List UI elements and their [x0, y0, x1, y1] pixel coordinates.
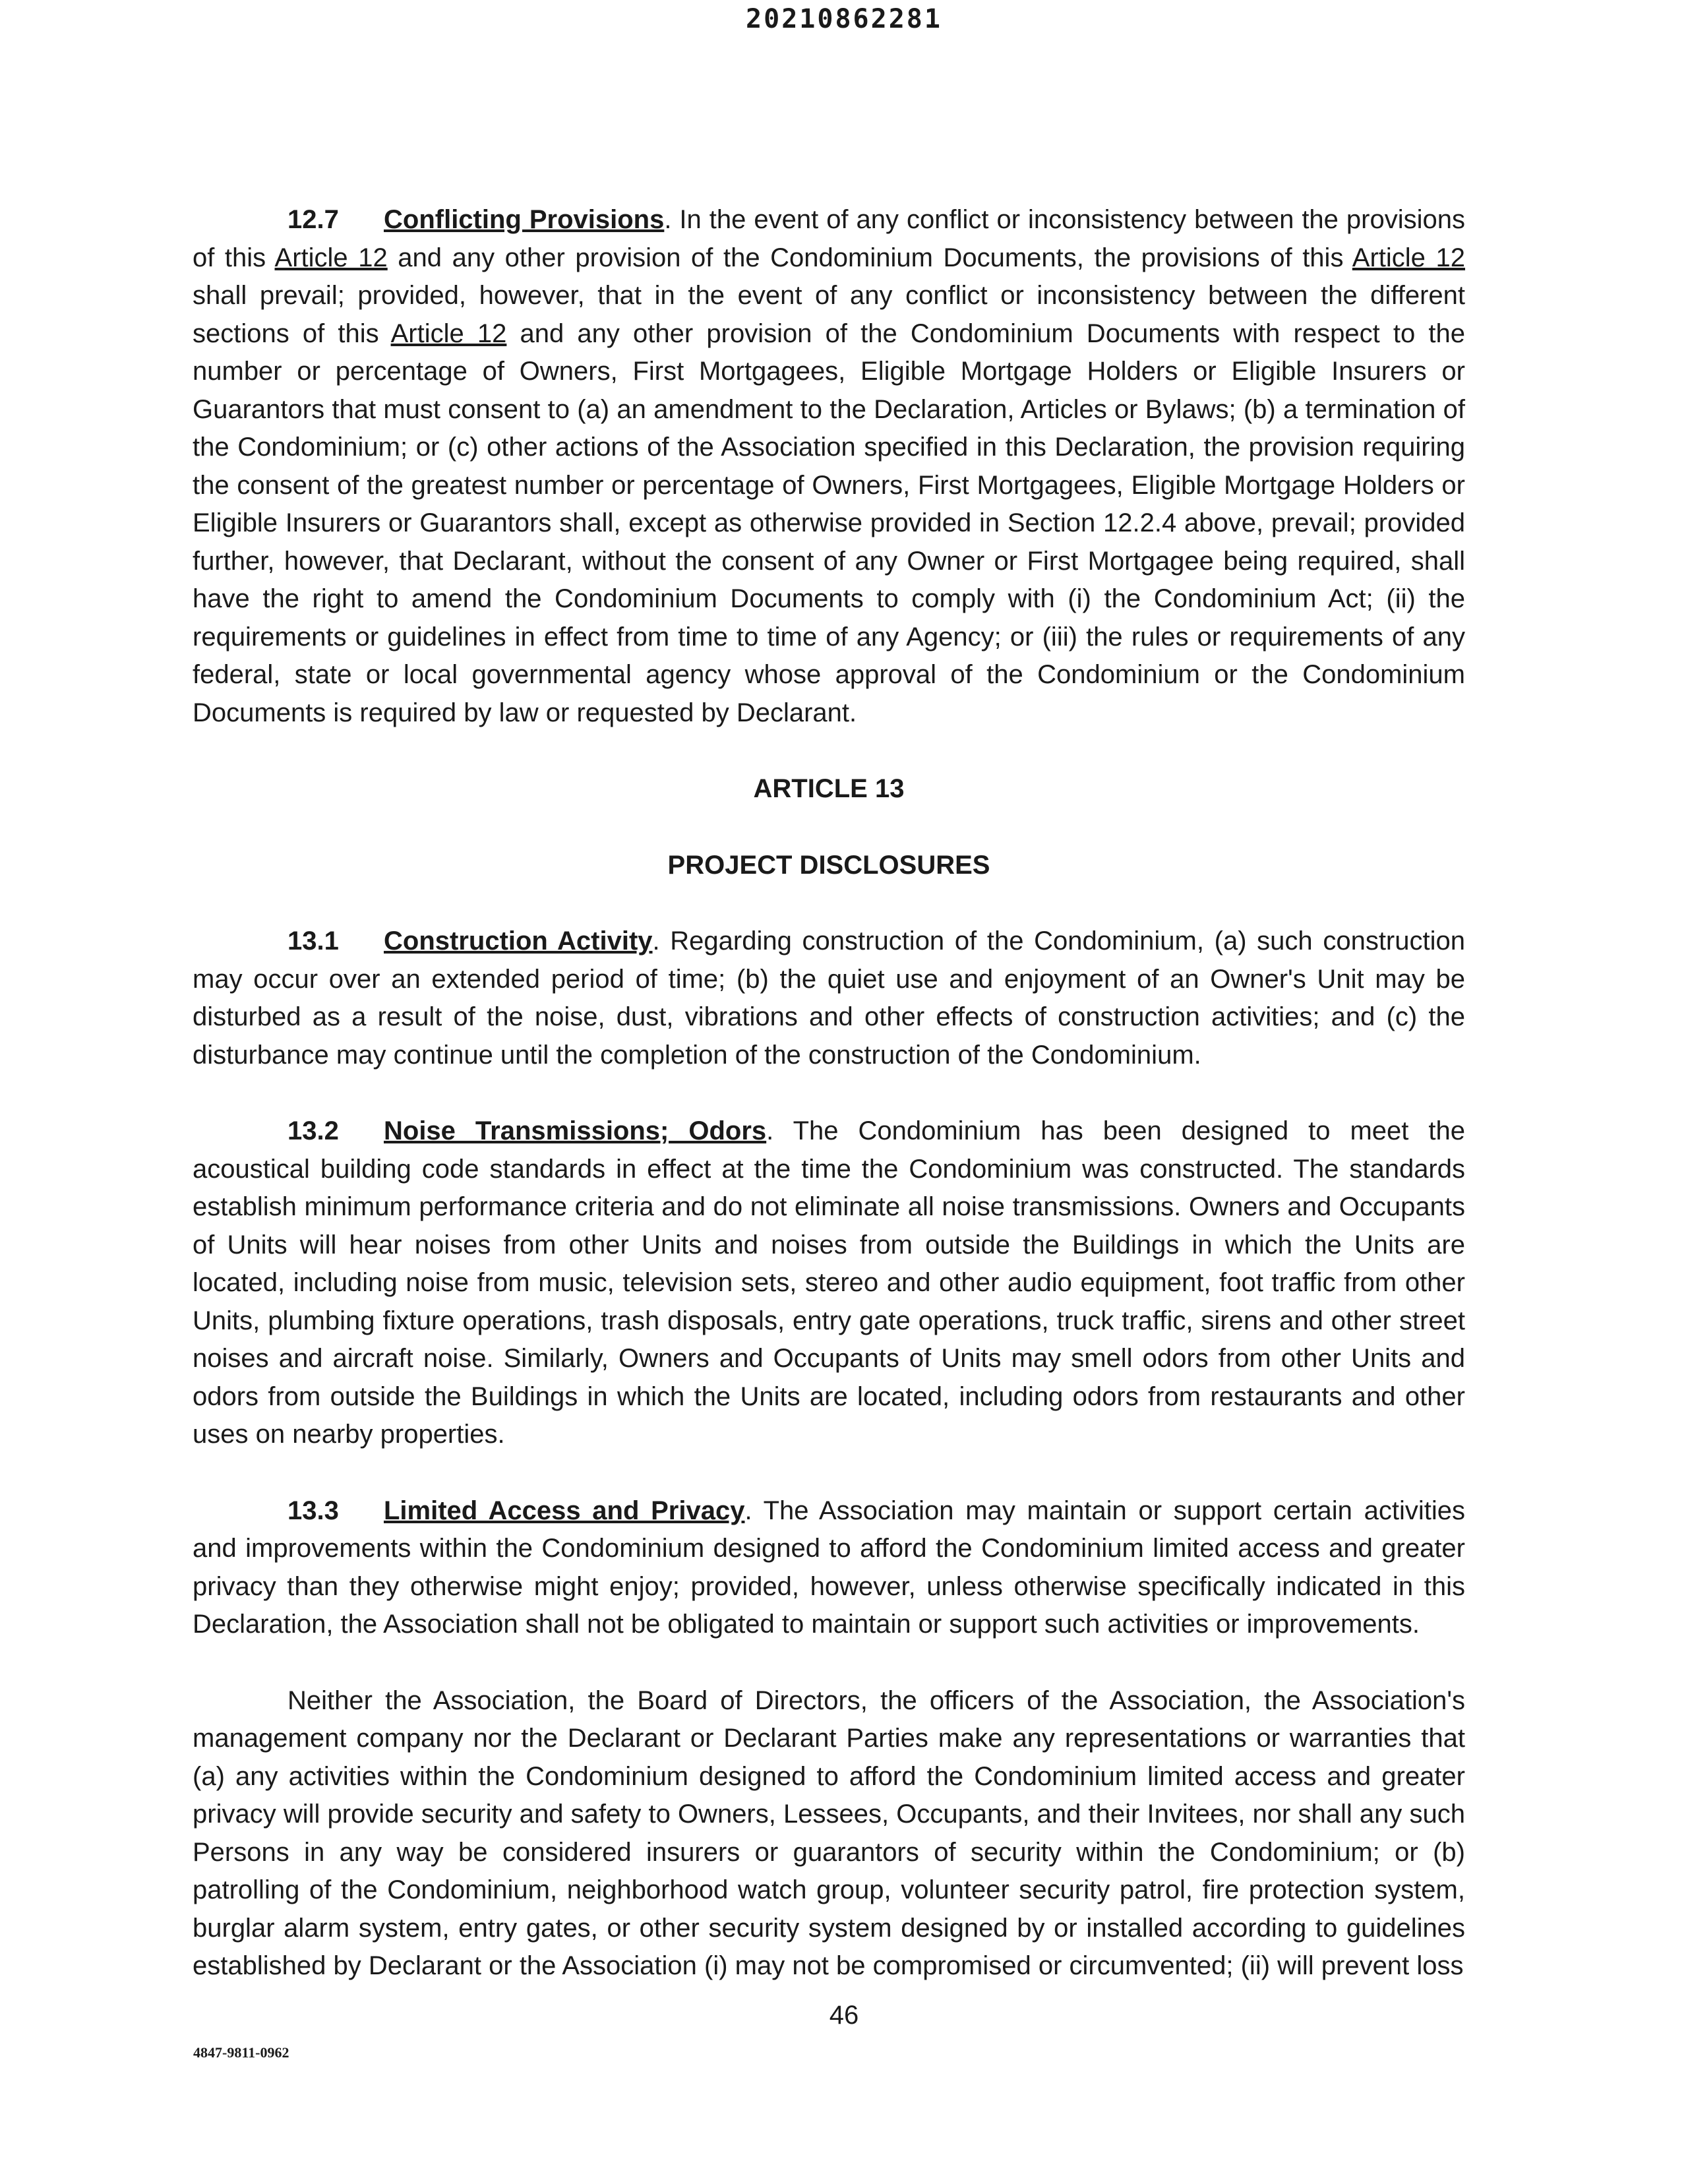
section-number: 13.2: [287, 1116, 339, 1145]
section-text: . The Condominium has been designed to meet the acoustical building code standards in effect at the time the Condominium was constructed. The standards establish minimum performance criteria and do not eliminate all noise transmissions. Owners and Occupants of Units will hear noises from other Units and noises from outside the Buildings in which the Units are located, including noise from music, television sets, stereo and other audio equipment, foot traffic from other Units, plumbing fixture operations, trash disposals, entry gate operations, truck traffic, sirens and other street noises and aircraft noise. Similarly, Owners and Occupants of Units may smell odors from other Units and odors from outside the Buildings in which the Units are located, including odors from restaurants and other uses on nearby properties.: [193, 1116, 1466, 1449]
section-heading: Limited Access and Privacy: [384, 1496, 745, 1525]
section-text: . Regarding construction of the Condominium, (a) such construction may occur over an extended period of time; (b) the quiet use and enjoyment of an Owner's Unit may be disturbed as a result of the noise, dust, vibrations and other effects of construction activities; and (c) the disturbance may continue until the completion of the construction of the Condominium.: [193, 926, 1465, 1070]
section-13-2: [193, 1112, 1465, 1454]
section-text: . In the event of any conflict or inconsistency between the provisions of this: [193, 205, 1465, 272]
section-heading: Construction Activity: [384, 926, 653, 956]
article-reference: Article 12: [1352, 243, 1465, 272]
section-12-7: [193, 201, 1465, 732]
section-number: 13.1: [287, 926, 339, 956]
section-13-3-paragraph-2: Neither the Association, the Board of Directors, the officers of the Association, the Association's management company nor the Declarant or Declarant Parties make any representations or warranties that (a) any activities within the Condominium designed to afford the Condominium limited access and greater privacy will provide security and safety to Owners, Lessees, Occupants, and their Invitees, nor shall any such Persons in any way be considered insurers or guarantors of security within the Condominium; or (b) patrolling of the Condominium, neighborhood watch group, volunteer security patrol, fire protection system, burglar alarm system, entry gates, or other security system designed by or installed according to guidelines established by Declarant or the Association (i) may not be compromised or circumvented; (ii) will prevent loss: [193, 1685, 1465, 1980]
section-text: . The Association may maintain or support certain activities and improvements within the Condominium designed to afford the Condominium limited access and greater privacy than they otherwise might enjoy; provided, however, unless otherwise specifically indicated in this Declaration, the Association shall not be obligated to maintain or support such activities or improvements.: [193, 1496, 1466, 1639]
section-text: shall prevail; provided, however, that in the event of any conflict or inconsistency between the different sections of this: [193, 281, 1465, 348]
section-text: and any other provision of the Condominium Documents with respect to the number or percentage of Owners, First Mortgagees, Eligible Mortgage Holders or Eligible Insurers or Guarantors that must consent to (a) an amendment to the Declaration, Articles or Bylaws; (b) a termination of the Condominium; or (c) other actions of the Association specified in this Declaration, the provision requiring the consent of the greatest number or percentage of Owners, First Mortgagees, Eligible Mortgage Holders or Eligible Insurers or Guarantors shall, except as otherwise provided in Section 12.2.4 above, prevail; provided further, however, that Declarant, without the consent of any Owner or First Mortgagee being required, shall have the right to amend the Condominium Documents to comply with (i) the Condominium Act; (ii) the requirements or guidelines in effect from time to time of any Agency; or (iii) the rules or requirements of any federal, state or local governmental agency whose approval of the Condominium or the Condominium Documents is required by law or requested by Declarant.: [193, 318, 1465, 727]
section-number: 13.3: [287, 1496, 339, 1525]
section-13-3: [193, 1492, 1465, 1644]
page-number: 46: [829, 2001, 859, 2030]
article-reference: Article 12: [274, 243, 388, 272]
article-title: ARTICLE 13: [753, 774, 905, 803]
article-reference: Article 12: [390, 318, 507, 348]
article-subtitle: PROJECT DISCLOSURES: [667, 850, 990, 880]
recording-number: 20210862281: [746, 4, 942, 34]
section-text: and any other provision of the Condominium Documents, the provisions of this: [387, 243, 1352, 272]
section-heading: Conflicting Provisions: [384, 205, 665, 234]
section-13-1: [193, 923, 1465, 1074]
document-id: 4847-9811-0962: [193, 2044, 289, 2061]
document-body: [193, 201, 1465, 1986]
section-number: 12.7: [287, 205, 339, 234]
section-heading: Noise Transmissions; Odors: [384, 1116, 767, 1145]
